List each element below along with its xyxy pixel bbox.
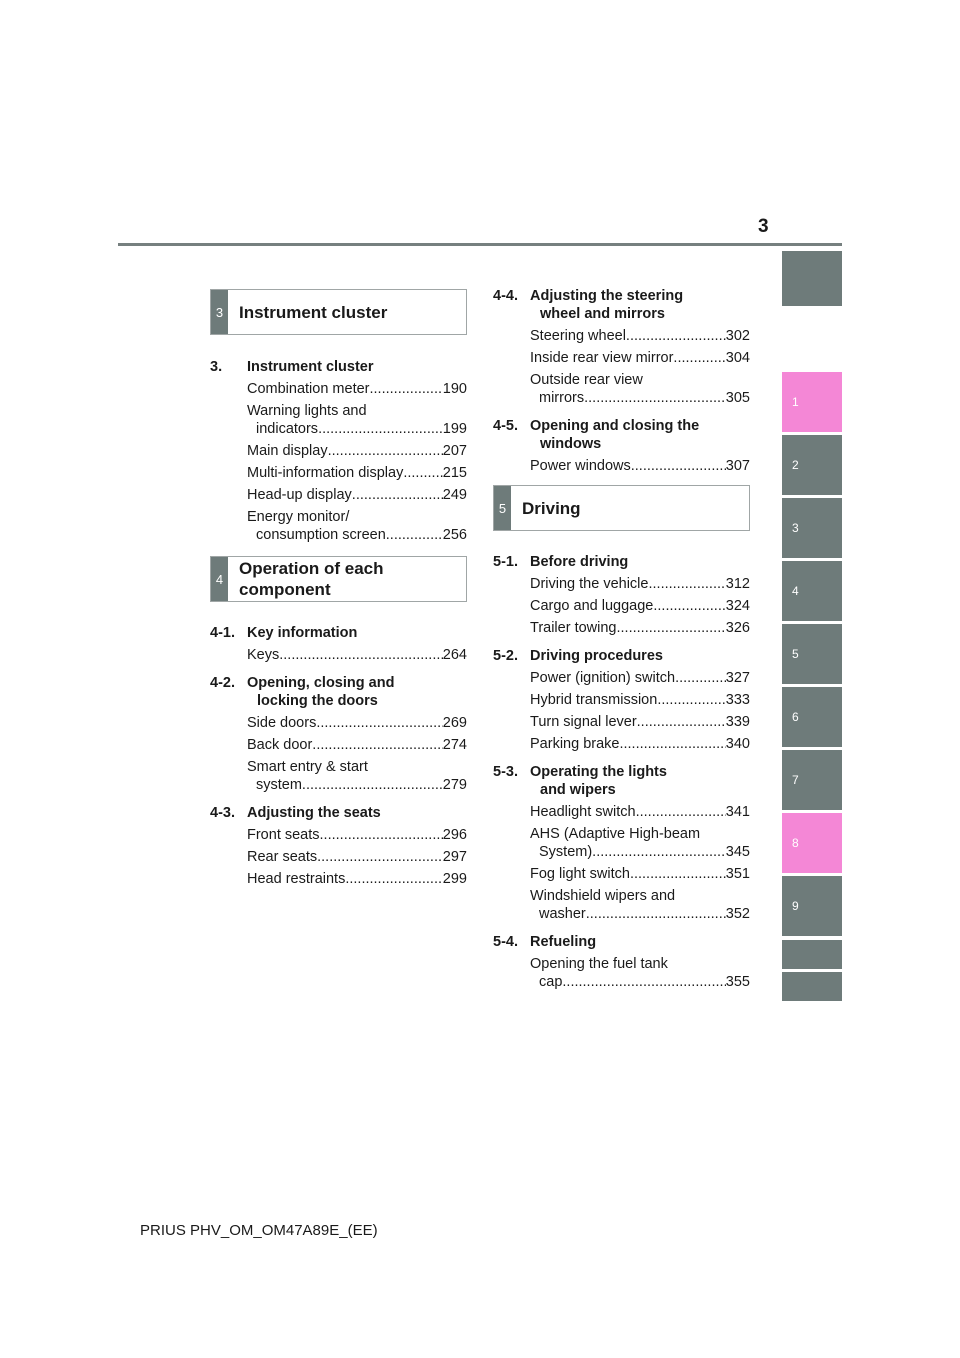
toc-item[interactable]: Fog light switch ..... 351	[530, 865, 750, 883]
toc-item[interactable]: Combination meter ..... 190	[247, 380, 467, 398]
side-tab-6[interactable]: 6	[782, 687, 842, 747]
side-tab-7[interactable]: 7	[782, 750, 842, 810]
side-tab-blank-b[interactable]	[782, 972, 842, 1001]
toc-item[interactable]: Headlight switch ..... 341	[530, 803, 750, 821]
toc-group-4-1: 4-1. Key information	[210, 625, 358, 641]
toc-item[interactable]: Parking brake ..... 340	[530, 735, 750, 753]
toc-item[interactable]: Main display ..... 207	[247, 442, 467, 460]
page-number: 3	[758, 216, 769, 237]
toc-item[interactable]: Rear seats ..... 297	[247, 848, 467, 866]
toc-group-4-5: 4-5. Opening and closing the windows	[493, 418, 700, 452]
section-header-4[interactable]	[210, 556, 467, 602]
section-header-5[interactable]	[493, 485, 750, 531]
side-tab-blank-top[interactable]	[782, 251, 842, 306]
section-tab: 5	[494, 486, 511, 530]
side-tab-blank-a[interactable]	[782, 940, 842, 969]
toc-item[interactable]: Opening the fuel tank cap ..... 355	[530, 955, 750, 991]
toc-group-5-3: 5-3. Operating the lights and wipers	[493, 764, 667, 798]
section-title: Driving	[522, 498, 581, 518]
toc-group-5-4: 5-4. Refueling	[493, 934, 597, 950]
toc-item[interactable]: AHS (Adaptive High-beam System) ..... 345	[530, 825, 750, 861]
toc-item[interactable]: Power windows ..... 307	[530, 457, 750, 475]
section-title: Instrument cluster	[239, 302, 388, 322]
side-tab-8[interactable]: 8	[782, 813, 842, 873]
section-tab: 3	[211, 290, 228, 334]
section-tab: 4	[211, 557, 228, 601]
document-code-footer: PRIUS PHV_OM_OM47A89E_(EE)	[140, 1222, 378, 1239]
toc-item[interactable]: Steering wheel ..... 302	[530, 327, 750, 345]
toc-item[interactable]: Windshield wipers and washer ..... 352	[530, 887, 750, 923]
toc-group-5-2: 5-2. Driving procedures	[493, 648, 663, 664]
toc-group-5-1: 5-1. Before driving	[493, 554, 629, 570]
toc-item[interactable]: Turn signal lever ..... 339	[530, 713, 750, 731]
toc-item[interactable]: Back door ..... 274	[247, 736, 467, 754]
toc-item[interactable]: Driving the vehicle ..... 312	[530, 575, 750, 593]
side-tab-4[interactable]: 4	[782, 561, 842, 621]
toc-left-column	[210, 289, 467, 888]
toc-item[interactable]: Keys ..... 264	[247, 646, 467, 664]
toc-item[interactable]: Front seats ..... 296	[247, 826, 467, 844]
side-tab-3[interactable]: 3	[782, 498, 842, 558]
toc-item[interactable]: Smart entry & start system ..... 279	[247, 758, 467, 794]
toc-group-4-3: 4-3. Adjusting the seats	[210, 805, 381, 821]
toc-item[interactable]: Multi-information display ..... 215	[247, 464, 467, 482]
side-tab-2[interactable]: 2	[782, 435, 842, 495]
toc-item[interactable]: Head restraints ..... 299	[247, 870, 467, 888]
toc-group-4-2: 4-2. Opening, closing and locking the doors	[210, 675, 395, 709]
toc-item[interactable]: Inside rear view mirror ..... 304	[530, 349, 750, 367]
toc-item[interactable]: Cargo and luggage ..... 324	[530, 597, 750, 615]
toc-group-3: 3. Instrument cluster	[210, 359, 374, 375]
section-title: Operation of each component	[239, 559, 384, 599]
toc-right-column	[493, 277, 750, 991]
toc-item[interactable]: Power (ignition) switch ..... 327	[530, 669, 750, 687]
toc-group-4-4: 4-4. Adjusting the steering wheel and mirrors	[493, 288, 684, 322]
toc-item[interactable]: Energy monitor/ consumption screen ..... 256	[247, 508, 467, 544]
side-tab-9[interactable]: 9	[782, 876, 842, 936]
toc-item[interactable]: Trailer towing ..... 326	[530, 619, 750, 637]
toc-item[interactable]: Outside rear view mirrors ..... 305	[530, 371, 750, 407]
toc-item[interactable]: Head-up display ..... 249	[247, 486, 467, 504]
toc-item[interactable]: Warning lights and indicators ..... 199	[247, 402, 467, 438]
toc-item[interactable]: Side doors ..... 269	[247, 714, 467, 732]
section-header-3[interactable]	[210, 289, 467, 335]
toc-item[interactable]: Hybrid transmission ..... 333	[530, 691, 750, 709]
side-tab-1[interactable]: 1	[782, 372, 842, 432]
header-rule	[118, 243, 842, 246]
side-tab-5[interactable]: 5	[782, 624, 842, 684]
